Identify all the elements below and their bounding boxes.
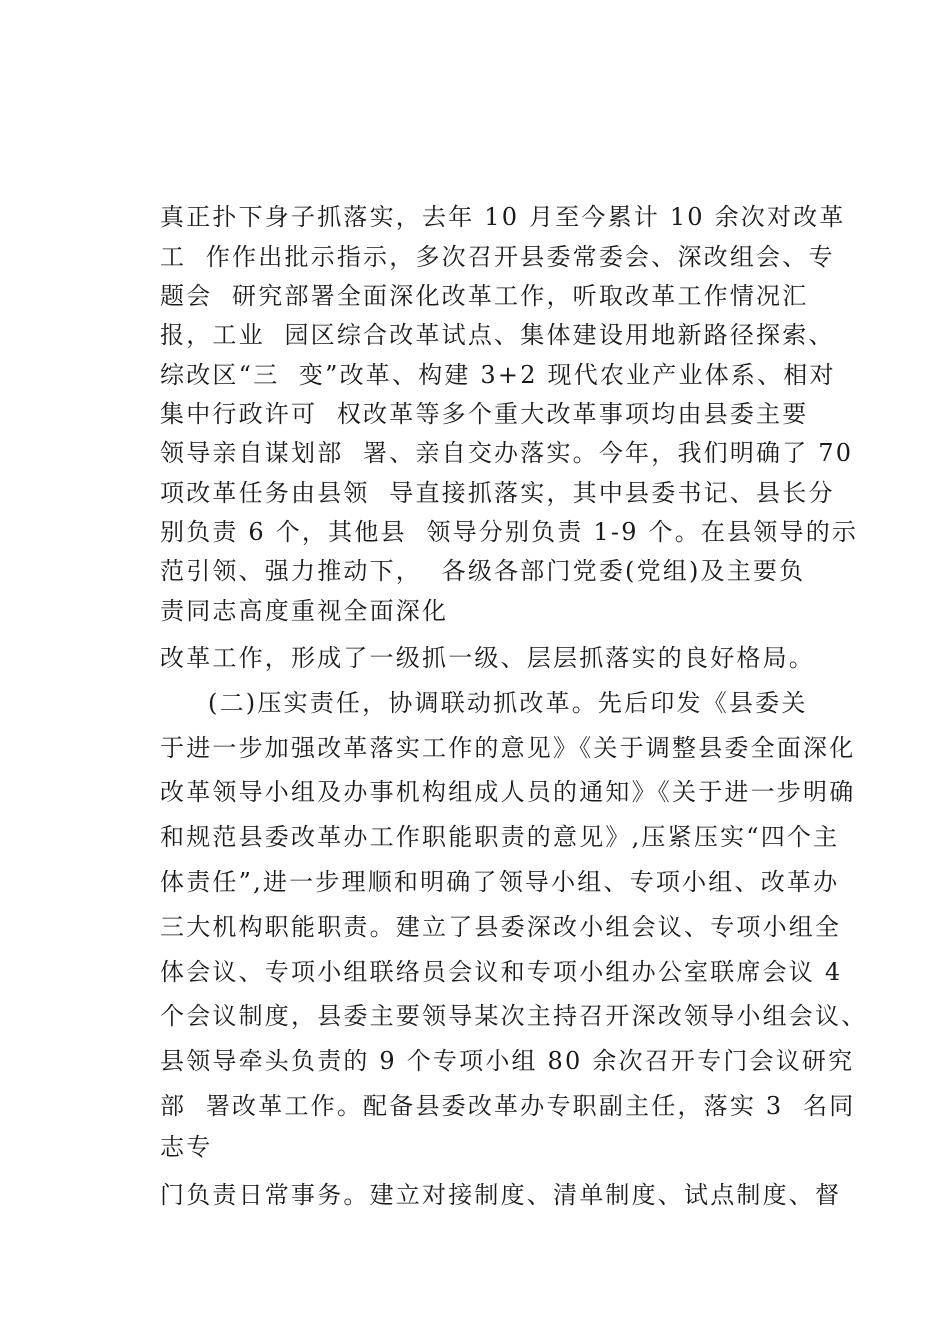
text-line: 项改革任务由县领 导直接抓落实，其中县委书记、县长分	[160, 479, 835, 507]
text-line: 综改区“三 变”改革、构建 3+2 现代农业产业体系、相对	[160, 361, 836, 389]
text-line: 三大机构职能职责。建立了县委深改小组会议、专项小组全	[160, 913, 842, 941]
text-line: 改革工作，形成了一级抓一级、层层抓落实的良好格局。	[160, 644, 815, 672]
text-line: 报，工业 园区综合改革试点、集体建设用地新路径探索、	[160, 321, 835, 349]
text-line: 题会 研究部署全面深化改革工作，听取改革工作情况汇	[160, 282, 809, 310]
text-line: 领导亲自谋划部 署、亲自交办落实。今年，我们明确了 70	[160, 439, 854, 467]
text-line: 真正扑下身子抓落实，去年 10 月至今累计 10 余次对改革	[160, 203, 846, 231]
text-line: 范引领、强力推动下， 各级各部门党委(党组)及主要负	[160, 557, 806, 585]
text-line: 体会议、专项小组联络员会议和专项小组办公室联席会议 4	[160, 958, 843, 986]
text-line: 改革领导小组及办事机构组成人员的通知》《关于进一步明确	[160, 778, 856, 806]
text-line: 个会议制度，县委主要领导某次主持召开深改领导小组会议、	[160, 1002, 868, 1030]
text-line: 部 署改革工作。配备县委改革办专职副主任，落实 3 名同	[160, 1092, 856, 1120]
text-line: 体责任”,进一步理顺和明确了领导小组、专项小组、改革办	[160, 868, 840, 896]
text-line: 门负责日常事务。建立对接制度、清单制度、试点制度、督	[160, 1181, 842, 1209]
text-line: 县领导牵头负责的 9 个专项小组 80 余次召开专门会议研究	[160, 1047, 855, 1075]
text-line: 和规范县委改革办工作职能职责的意见》,压紧压实“四个主	[160, 823, 840, 851]
text-line: 工 作作出批示指示，多次召开县委常委会、深改组会、专	[160, 243, 835, 271]
paragraph-heading-line: (二)压实责任，协调联动抓改革。先后印发《县委关	[208, 689, 808, 717]
text-line: 于进一步加强改革落实工作的意见》《关于调整县委全面深化	[160, 734, 856, 762]
text-line: 志专	[160, 1133, 213, 1161]
text-line: 集中行政许可 权改革等多个重大改革事项均由县委主要	[160, 400, 809, 428]
text-line: 责同志高度重视全面深化	[160, 597, 449, 625]
text-line: 别负责 6 个，其他县 领导分别负责 1-9 个。在县领导的示	[160, 518, 859, 546]
